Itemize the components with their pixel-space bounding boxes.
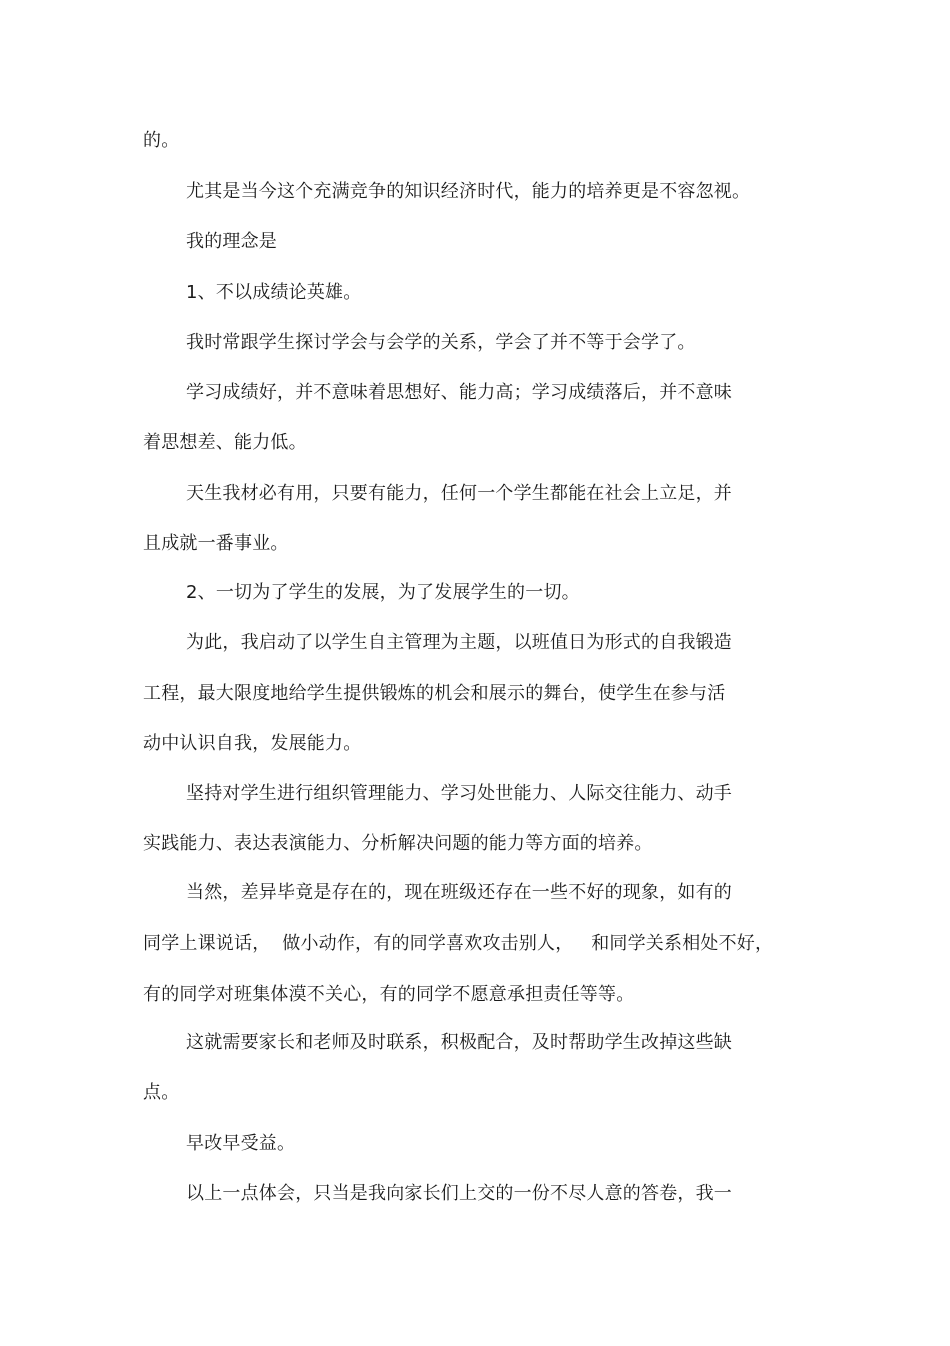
paragraph-line: 我的理念是: [186, 231, 277, 252]
text-line: 着思想差、能力低。: [143, 432, 307, 453]
list-heading: 2、一切为了学生的发展，为了发展学生的一切。: [186, 582, 580, 603]
paragraph-line: 我时常跟学生探讨学会与会学的关系，学会了并不等于会学了。: [186, 332, 696, 353]
text-line: 实践能力、表达表演能力、分析解决问题的能力等方面的培养。: [143, 833, 653, 854]
paragraph-line: 尤其是当今这个充满竞争的知识经济时代，能力的培养更是不容忽视。: [186, 181, 751, 202]
paragraph-line: 这就需要家长和老师及时联系，积极配合，及时帮助学生改掉这些缺: [186, 1032, 732, 1053]
list-heading: 1、不以成绩论英雄。: [186, 282, 362, 303]
text-line: 有的同学对班集体漠不关心，有的同学不愿意承担责任等等。: [143, 984, 635, 1005]
text-line: 的。: [143, 130, 180, 151]
text-line: 且成就一番事业。: [143, 533, 289, 554]
text-line: 同学上课说话， 做小动作，有的同学喜欢攻击别人， 和同学关系相处不好，: [143, 933, 774, 954]
text-line: 动中认识自我，发展能力。: [143, 733, 362, 754]
text-line: 工程，最大限度地给学生提供锻炼的机会和展示的舞台，使学生在参与活: [143, 683, 726, 704]
paragraph-line: 天生我材必有用，只要有能力，任何一个学生都能在社会上立足，并: [186, 483, 732, 504]
paragraph-line: 坚持对学生进行组织管理能力、学习处世能力、人际交往能力、动手: [186, 783, 732, 804]
paragraph-line: 以上一点体会，只当是我向家长们上交的一份不尽人意的答卷，我一: [186, 1183, 732, 1204]
paragraph-line: 为此，我启动了以学生自主管理为主题，以班值日为形式的自我锻造: [186, 632, 732, 653]
paragraph-line: 当然，差异毕竟是存在的，现在班级还存在一些不好的现象，如有的: [186, 882, 732, 903]
text-line: 点。: [143, 1082, 180, 1103]
paragraph-line: 早改早受益。: [186, 1133, 296, 1154]
paragraph-line: 学习成绩好，并不意味着思想好、能力高；学习成绩落后，并不意味: [186, 382, 732, 403]
